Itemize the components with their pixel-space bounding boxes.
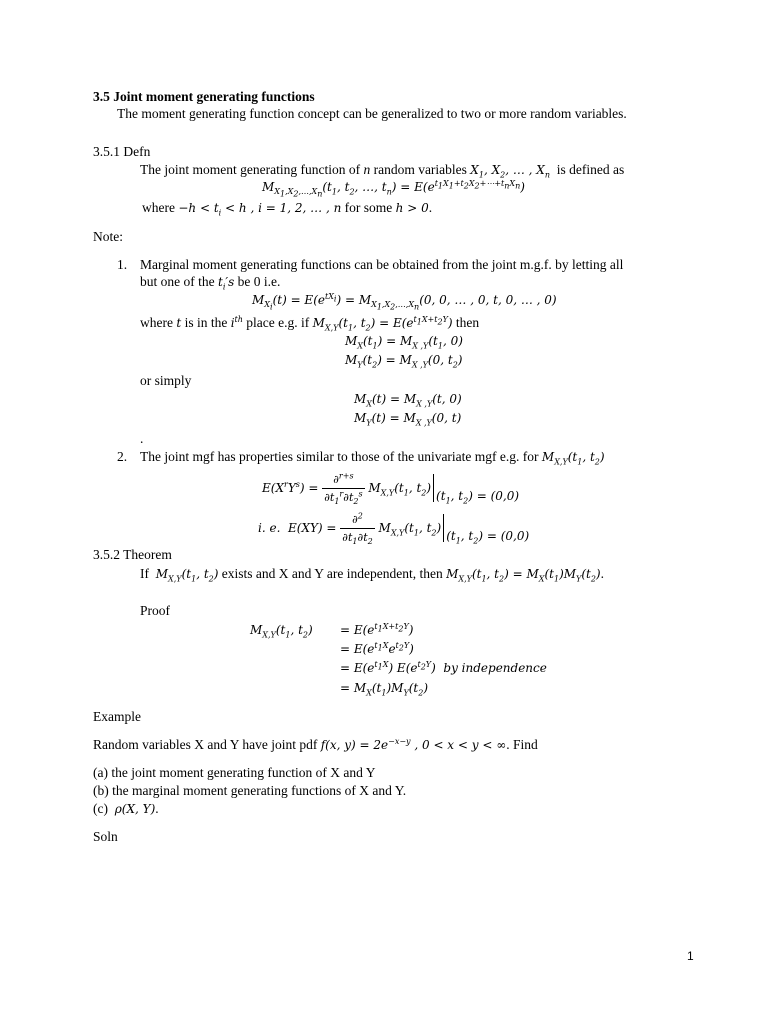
note1-my: $M_Y(t_2) = M_{X ,Y}(0$, $t_2$) [345,353,463,370]
note2-formula-2: i. e. E(XY) = $\frac{\partial^2}{\partial t_1\partial t_2}$ $M_{X,Y}(t_1$, $t_2$) ($t_1$, $t_2) = (0,0)$ [258,510,530,546]
stray-dot: . [140,431,144,446]
note2-formula-1: $E(X^rY^s)$ = $\frac{\partial^{r+s}}{\partial t_1^r\partial t_2^s}$ $M_{X,Y}(t_1$, $t_2$) ($t_1$, $t_2) = (0,0)$ [262,470,520,506]
note1-where: where t is in the $i^{th}$ place e.g. if $M_{X,Y}(t_1$, $t_2) = E(e^{t_1X+t_2Y})$ then [140,315,480,333]
proof-line-2: = $E(e^{t_1X}e^{t_2Y})$ [340,641,414,656]
defn-label: 3.5.1 Defn [93,144,151,159]
simply-mx: $M_X(t) = M_{X ,Y}(t$, 0) [354,392,462,409]
note2-f2-fraction: $\frac{\partial^2}{\partial t_1\partial t_2}$ [342,510,373,546]
note-label: Note: [93,229,123,244]
proof-line-4: = $M_X(t_1)M_Y(t_2)$ [340,681,429,698]
example-text: Random variables X and Y have joint pdf f(x, $y) = 2e^{-x-y}$ , 0 < x < y < ∞. Find [93,737,538,752]
soln-label: Soln [93,829,118,844]
theorem-text: If $M_{X,Y}(t_1$, $t_2$) exists and X and Y are independent, then $M_{X,Y}(t_1$, $t_2) = M_X(t_1)M_Y(t_2)$. [140,566,604,584]
defn-where: where $-h < t_i < h$ , i = 1, 2, … , n for some h > 0. [142,200,433,218]
proof-lhs: $M_{X,Y}(t_1$, $t_2$) [250,623,313,640]
note2-number: 2. [117,449,128,464]
or-simply: or simply [140,373,192,388]
intro-paragraph: The moment generating function concept can be generalized to two or more random variables. [117,106,627,121]
proof-line-1: = $E(e^{t_1X+t_2Y})$ [340,622,414,637]
simply-my: $M_Y(t) = M_{X ,Y}(0$, t) [354,411,462,428]
note1-number: 1. [117,257,128,272]
note2-f1-fraction: $\frac{\partial^{r+s}}{\partial t_1^r\partial t_2^s}$ [324,470,363,506]
note2-text: The joint mgf has properties similar to those of the univariate mgf e.g. for $M_{X,Y}(t_1$, $t_2$) [140,449,605,467]
example-item-b: (b) the marginal moment generating functions of X and Y. [93,783,407,798]
note1-mx: $M_X(t_1) = M_{X ,Y}(t_1$, 0) [345,334,463,351]
example-item-a: (a) the joint moment generating function of X and Y [93,765,376,780]
note2-f1-lhs: $E(X^rY^s)$ = [262,479,323,495]
proof-line-3: = $E(e^{t_1X})$ $E(e^{t_2Y})$ by independence [340,660,547,675]
theorem-label: 3.5.2 Theorem [93,547,172,562]
defn-formula: $M_{X_1,X_2,\dots,X_n}(t_1$, $t_2$, …, $t_n) = E(e^{t_1X_1+t_2X_2+\cdots+t_nX_n})$ [262,179,525,199]
note1-line1: Marginal moment generating functions can be obtained from the joint m.g.f. by letting all [140,257,624,272]
note1-line2: but one of the $t_i's$ be 0 i.e. [140,274,281,292]
section-title: 3.5 Joint moment generating functions [93,89,315,104]
proof-label: Proof [140,603,170,618]
page-number: 1 [687,949,694,963]
note1-formula: $M_{X_i}(t) = E(e^{tX_i}) = M_{X_1,X_2,\dots,X_n}(0$, 0, … , 0, t, 0, … , 0) [252,292,557,312]
example-label: Example [93,709,141,724]
example-item-c: (c) ρ(X, Y). [93,801,159,816]
defn-text: The joint moment generating function of n random variables $X_1$, $X_2$, … , $X_n$ is defined as [140,162,625,180]
